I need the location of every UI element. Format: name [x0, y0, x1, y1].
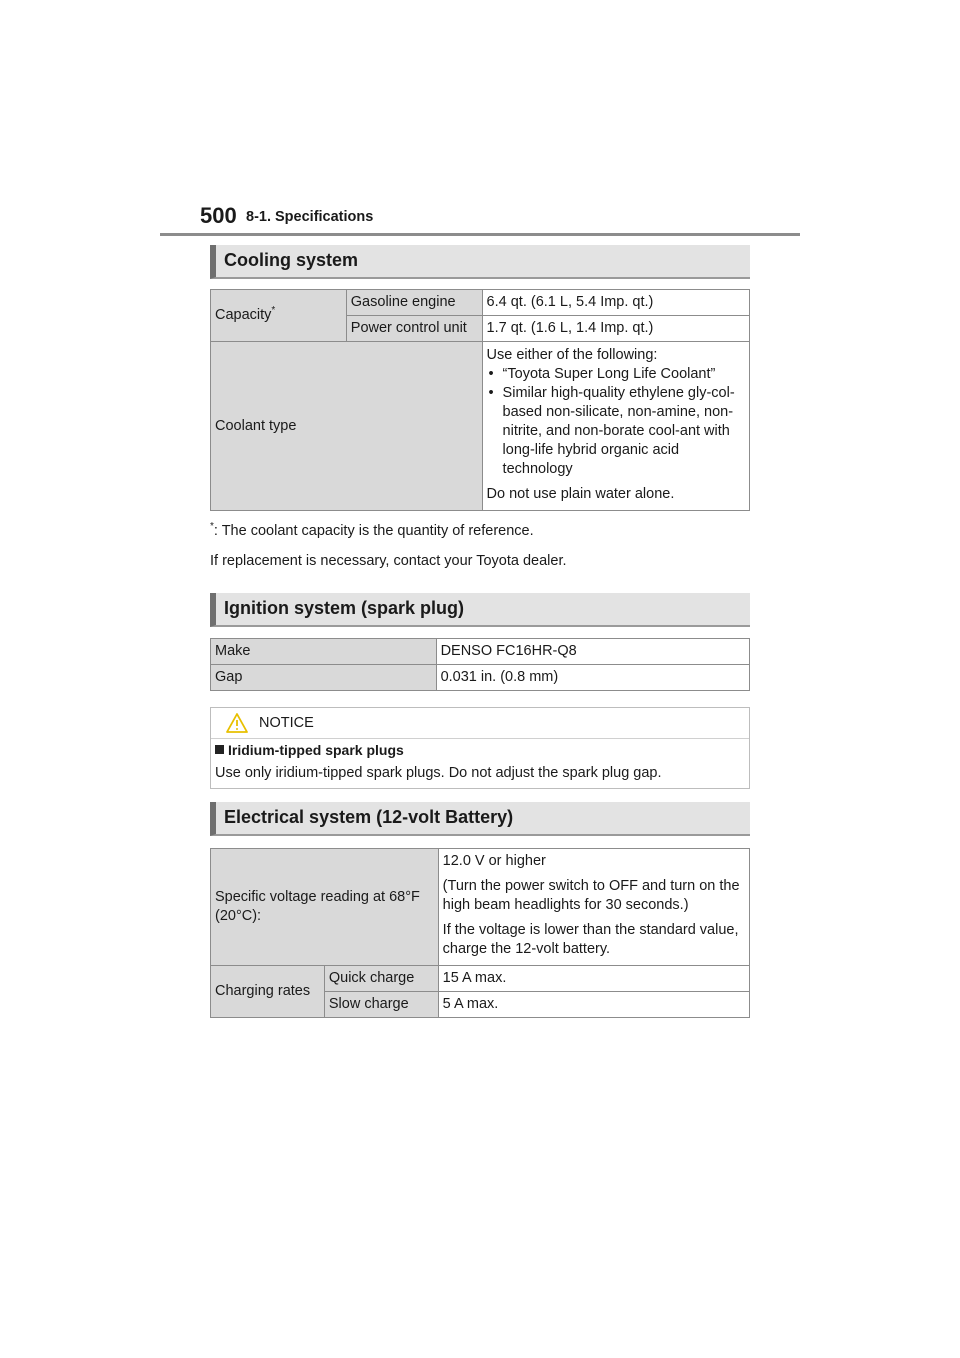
table-row — [211, 342, 750, 511]
voltage-low-note: If the voltage is lower than the standard value, charge the 12-volt battery. — [442, 922, 739, 957]
cooling-system-table — [210, 289, 750, 511]
make-value: DENSO FC16HR-Q8 — [436, 639, 749, 665]
footnote-mark: * — [210, 521, 214, 533]
quick-charge-value: 15 A max. — [438, 966, 749, 992]
electrical-system-heading — [210, 802, 750, 836]
coolant-warning: Do not use plain water alone. — [486, 486, 675, 502]
electrical-system-title: Electrical system (12-volt Battery) — [224, 807, 514, 827]
ignition-system-heading — [210, 593, 750, 627]
capacity-footnote-mark: * — [271, 305, 276, 317]
notice-header — [211, 708, 749, 739]
page-number: 500 — [200, 203, 237, 228]
notice-subtitle — [215, 742, 404, 758]
replacement-note: If replacement is necessary, contact your Toyota dealer. — [210, 553, 567, 569]
quick-charge-label: Quick charge — [324, 966, 438, 992]
capacity-label: Capacity — [215, 307, 272, 323]
voltage-value: 12.0 V or higher — [442, 853, 546, 869]
table-row — [211, 290, 750, 316]
charging-rates-label: Charging rates — [211, 966, 325, 1018]
capacity-label-cell — [211, 290, 347, 342]
coolant-footnote — [210, 523, 534, 539]
warning-triangle-icon — [225, 712, 249, 734]
gasoline-engine-value: 6.4 qt. (6.1 L, 5.4 Imp. qt.) — [482, 290, 749, 316]
table-row — [211, 849, 750, 966]
voltage-instruction: (Turn the power switch to OFF and turn on the high beam headlights for 30 seconds.) — [442, 878, 740, 913]
coolant-list — [487, 365, 745, 479]
chapter-title: 8-1. Specifications — [246, 209, 374, 225]
slow-charge-label: Slow charge — [324, 992, 438, 1018]
make-label: Make — [211, 639, 437, 665]
ignition-system-title: Ignition system (spark plug) — [224, 598, 465, 618]
power-control-unit-label: Power control unit — [346, 316, 482, 342]
ignition-system-table — [210, 638, 750, 691]
list-item: • “Toyota Super Long Life Coolant” — [487, 365, 745, 384]
coolant-intro: Use either of the following: — [486, 347, 658, 363]
table-row — [211, 665, 750, 691]
coolant-type-value — [482, 342, 749, 511]
gap-label: Gap — [211, 665, 437, 691]
voltage-value-cell — [438, 849, 749, 966]
slow-charge-value: 5 A max. — [438, 992, 749, 1018]
table-row — [211, 966, 750, 992]
header-rule — [160, 233, 800, 236]
voltage-label: Specific voltage reading at 68°F (20°C): — [211, 849, 439, 966]
square-bullet-icon — [215, 745, 224, 754]
notice-text: Use only iridium-tipped spark plugs. Do not adjust the spark plug gap. — [215, 765, 662, 781]
gasoline-engine-label: Gasoline engine — [346, 290, 482, 316]
power-control-unit-value: 1.7 qt. (1.6 L, 1.4 Imp. qt.) — [482, 316, 749, 342]
list-item: • Similar high-quality ethylene gly-col-based non-silicate, non-amine, non-nitrite, and non-borate cool-ant with long-life hybrid organic acid technology — [487, 384, 745, 479]
notice-label: NOTICE — [259, 715, 314, 731]
cooling-system-title: Cooling system — [224, 250, 359, 270]
table-row — [211, 639, 750, 665]
notice-box — [210, 707, 750, 789]
coolant-type-label: Coolant type — [211, 342, 483, 511]
footnote-text: : The coolant capacity is the quantity of reference. — [213, 523, 534, 539]
notice-subtitle-text: Iridium-tipped spark plugs — [228, 742, 404, 758]
gap-value: 0.031 in. (0.8 mm) — [436, 665, 749, 691]
cooling-system-heading — [210, 245, 750, 279]
electrical-system-table — [210, 848, 750, 1018]
